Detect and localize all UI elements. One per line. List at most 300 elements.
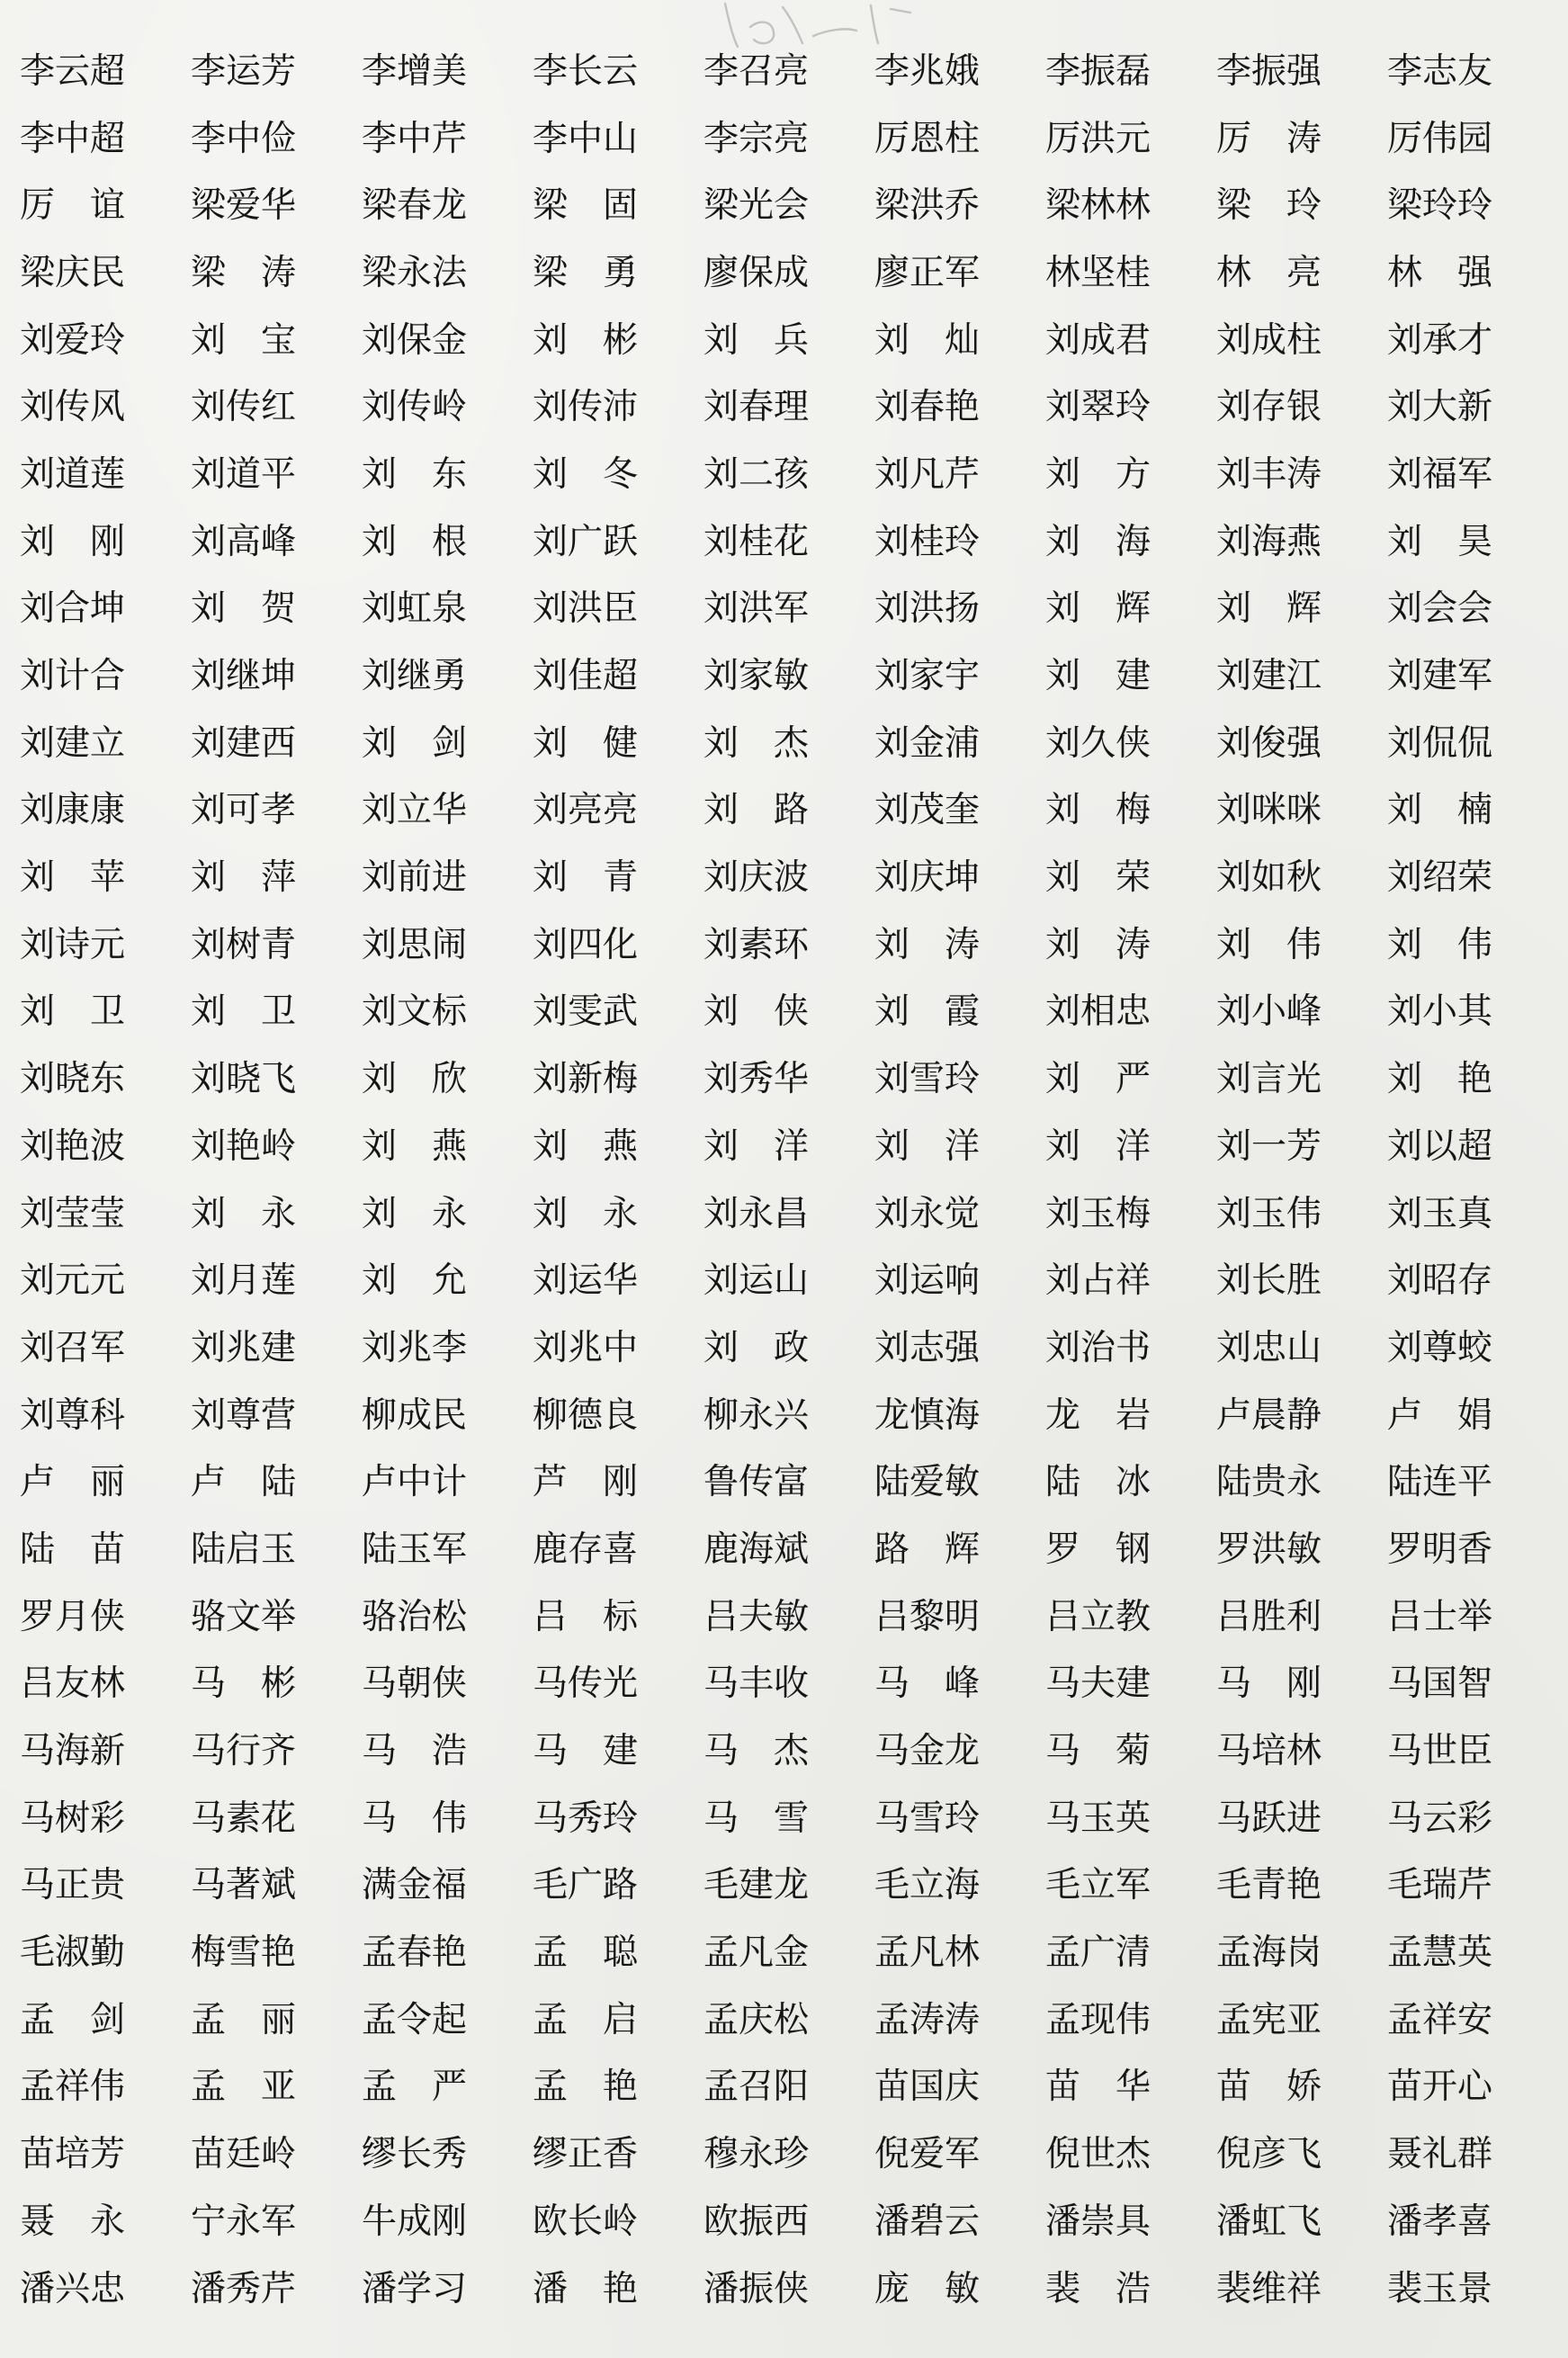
name-cell: 梁永法 bbox=[362, 252, 468, 293]
name-cell: 孟庆松 bbox=[703, 1999, 810, 2040]
name-cell: 李增美 bbox=[362, 50, 468, 92]
name-cell: 苗廷岭 bbox=[191, 2134, 297, 2175]
name-cell: 毛淑勤 bbox=[20, 1932, 126, 1974]
name-cell: 厉 涛 bbox=[1216, 118, 1322, 159]
name-cell: 李兆娥 bbox=[874, 50, 981, 92]
name-row bbox=[20, 911, 1549, 979]
name-cell: 马 菊 bbox=[1045, 1731, 1151, 1772]
name-cell: 刘侃侃 bbox=[1387, 722, 1493, 764]
name-cell: 孟 聪 bbox=[533, 1932, 639, 1974]
name-cell: 刘永昌 bbox=[703, 1193, 810, 1234]
name-cell: 路 辉 bbox=[874, 1529, 981, 1570]
name-cell: 李中芹 bbox=[362, 118, 468, 159]
name-cell: 刘秀华 bbox=[703, 1059, 810, 1100]
name-cell: 陆 冰 bbox=[1045, 1462, 1151, 1503]
name-cell: 刘尊蛟 bbox=[1387, 1327, 1493, 1368]
name-cell: 潘学习 bbox=[362, 2268, 468, 2309]
name-cell: 刘久侠 bbox=[1045, 722, 1151, 764]
name-row bbox=[20, 844, 1549, 911]
name-cell: 刘 楠 bbox=[1387, 790, 1493, 831]
name-cell: 孟祥安 bbox=[1387, 1999, 1493, 2040]
name-cell: 刘道平 bbox=[191, 453, 297, 495]
name-cell: 刘洪扬 bbox=[874, 588, 981, 630]
name-cell: 马培林 bbox=[1216, 1731, 1322, 1772]
name-cell: 刘佳超 bbox=[533, 656, 639, 697]
name-row bbox=[20, 441, 1549, 508]
name-cell: 潘秀芹 bbox=[191, 2268, 297, 2309]
name-cell: 刘建军 bbox=[1387, 656, 1493, 697]
name-cell: 刘永觉 bbox=[874, 1193, 981, 1234]
name-cell: 刘海燕 bbox=[1216, 521, 1322, 562]
name-cell: 孟 艳 bbox=[533, 2067, 639, 2108]
name-cell: 刘绍荣 bbox=[1387, 857, 1493, 899]
name-cell: 马秀玲 bbox=[533, 1798, 639, 1839]
name-cell: 刘 涛 bbox=[1045, 924, 1151, 965]
name-cell: 刘 洋 bbox=[1045, 1125, 1151, 1167]
name-cell: 刘 昊 bbox=[1387, 521, 1493, 562]
name-cell: 鹿存喜 bbox=[533, 1529, 639, 1570]
name-cell: 罗月侠 bbox=[20, 1596, 126, 1637]
name-cell: 刘忠山 bbox=[1216, 1327, 1322, 1368]
name-cell: 马云彩 bbox=[1387, 1798, 1493, 1839]
name-cell: 刘俊强 bbox=[1216, 722, 1322, 764]
name-row bbox=[20, 1583, 1549, 1651]
name-cell: 刘相忠 bbox=[1045, 991, 1151, 1033]
name-cell: 李召亮 bbox=[703, 50, 810, 92]
name-cell: 刘 彬 bbox=[533, 319, 639, 361]
name-cell: 裴玉景 bbox=[1387, 2268, 1493, 2309]
name-row bbox=[20, 2188, 1549, 2255]
name-cell: 刘 兵 bbox=[703, 319, 810, 361]
name-cell: 刘占祥 bbox=[1045, 1260, 1151, 1302]
name-cell: 刘晓飞 bbox=[191, 1059, 297, 1100]
name-cell: 刘建立 bbox=[20, 722, 126, 764]
name-cell: 刘长胜 bbox=[1216, 1260, 1322, 1302]
name-cell: 孟凡金 bbox=[703, 1932, 810, 1974]
name-cell: 刘治书 bbox=[1045, 1327, 1151, 1368]
name-cell: 李振磊 bbox=[1045, 50, 1151, 92]
name-cell: 卢 丽 bbox=[20, 1462, 126, 1503]
name-cell: 陆 苗 bbox=[20, 1529, 126, 1570]
name-cell: 梁 玲 bbox=[1216, 185, 1322, 227]
name-cell: 刘 苹 bbox=[20, 857, 126, 899]
name-cell: 刘兆中 bbox=[533, 1327, 639, 1368]
name-cell: 刘 涛 bbox=[874, 924, 981, 965]
name-cell: 刘继坤 bbox=[191, 656, 297, 697]
name-cell: 陆启玉 bbox=[191, 1529, 297, 1570]
name-cell: 刘如秋 bbox=[1216, 857, 1322, 899]
name-cell: 刘元元 bbox=[20, 1260, 126, 1302]
name-cell: 梁爱华 bbox=[191, 185, 297, 227]
name-cell: 梁 勇 bbox=[533, 252, 639, 293]
name-cell: 苗 华 bbox=[1045, 2067, 1151, 2108]
name-cell: 马行齐 bbox=[191, 1731, 297, 1772]
name-cell: 刘成柱 bbox=[1216, 319, 1322, 361]
name-cell: 刘 伟 bbox=[1216, 924, 1322, 965]
name-cell: 李志友 bbox=[1387, 50, 1493, 92]
name-row bbox=[20, 1247, 1549, 1314]
name-cell: 苗国庆 bbox=[874, 2067, 981, 2108]
name-cell: 刘建江 bbox=[1216, 656, 1322, 697]
name-cell: 陆连平 bbox=[1387, 1462, 1493, 1503]
name-cell: 刘 贺 bbox=[191, 588, 297, 630]
name-cell: 潘兴忠 bbox=[20, 2268, 126, 2309]
name-cell: 刘 辉 bbox=[1045, 588, 1151, 630]
name-row bbox=[20, 979, 1549, 1046]
name-cell: 刘福军 bbox=[1387, 453, 1493, 495]
name-cell: 刘翠玲 bbox=[1045, 387, 1151, 428]
name-cell: 倪世杰 bbox=[1045, 2134, 1151, 2175]
name-cell: 刘 严 bbox=[1045, 1059, 1151, 1100]
name-cell: 刘 永 bbox=[533, 1193, 639, 1234]
name-cell: 林坚桂 bbox=[1045, 252, 1151, 293]
name-cell: 刘 剑 bbox=[362, 722, 468, 764]
name-cell: 刘二孩 bbox=[703, 453, 810, 495]
name-cell: 刘亮亮 bbox=[533, 790, 639, 831]
name-cell: 刘 梅 bbox=[1045, 790, 1151, 831]
name-cell: 刘 洋 bbox=[703, 1125, 810, 1167]
name-cell: 马 彬 bbox=[191, 1663, 297, 1705]
name-cell: 陆爱敏 bbox=[874, 1462, 981, 1503]
name-cell: 吕友林 bbox=[20, 1663, 126, 1705]
name-cell: 马 杰 bbox=[703, 1731, 810, 1772]
name-cell: 刘 灿 bbox=[874, 319, 981, 361]
name-cell: 孟涛涛 bbox=[874, 1999, 981, 2040]
name-cell: 刘 卫 bbox=[20, 991, 126, 1033]
name-cell: 马世臣 bbox=[1387, 1731, 1493, 1772]
name-cell: 刘传红 bbox=[191, 387, 297, 428]
name-cell: 马传光 bbox=[533, 1663, 639, 1705]
name-cell: 刘洪臣 bbox=[533, 588, 639, 630]
name-cell: 刘 健 bbox=[533, 722, 639, 764]
name-cell: 吕胜利 bbox=[1216, 1596, 1322, 1637]
name-cell: 刘庆波 bbox=[703, 857, 810, 899]
name-row bbox=[20, 307, 1549, 374]
name-cell: 卢中计 bbox=[362, 1462, 468, 1503]
name-cell: 孟广清 bbox=[1045, 1932, 1151, 1974]
name-cell: 刘桂花 bbox=[703, 521, 810, 562]
name-cell: 马国智 bbox=[1387, 1663, 1493, 1705]
name-cell: 刘桂玲 bbox=[874, 521, 981, 562]
name-cell: 孟令起 bbox=[362, 1999, 468, 2040]
name-row bbox=[20, 710, 1549, 777]
name-cell: 苗开心 bbox=[1387, 2067, 1493, 2108]
name-cell: 柳德良 bbox=[533, 1394, 639, 1436]
name-cell: 梁 固 bbox=[533, 185, 639, 227]
name-cell: 刘雪玲 bbox=[874, 1059, 981, 1100]
name-cell: 罗明香 bbox=[1387, 1529, 1493, 1570]
name-row bbox=[20, 642, 1549, 710]
name-cell: 刘兆建 bbox=[191, 1327, 297, 1368]
name-cell: 缪长秀 bbox=[362, 2134, 468, 2175]
name-cell: 孟召阳 bbox=[703, 2067, 810, 2108]
name-cell: 刘 辉 bbox=[1216, 588, 1322, 630]
name-cell: 刘兆李 bbox=[362, 1327, 468, 1368]
name-cell: 缪正香 bbox=[533, 2134, 639, 2175]
name-cell: 刘素环 bbox=[703, 924, 810, 965]
name-cell: 刘 青 bbox=[533, 857, 639, 899]
name-cell: 刘 霞 bbox=[874, 991, 981, 1033]
name-cell: 刘春艳 bbox=[874, 387, 981, 428]
name-cell: 马丰收 bbox=[703, 1663, 810, 1705]
name-row bbox=[20, 1651, 1549, 1718]
name-cell: 刘尊科 bbox=[20, 1394, 126, 1436]
name-cell: 马正贵 bbox=[20, 1865, 126, 1906]
name-cell: 马夫建 bbox=[1045, 1663, 1151, 1705]
name-cell: 刘继勇 bbox=[362, 656, 468, 697]
name-cell: 刘丰涛 bbox=[1216, 453, 1322, 495]
name-cell: 罗洪敏 bbox=[1216, 1529, 1322, 1570]
name-cell: 刘立华 bbox=[362, 790, 468, 831]
name-cell: 刘小峰 bbox=[1216, 991, 1322, 1033]
name-cell: 牛成刚 bbox=[362, 2201, 468, 2242]
name-cell: 李中俭 bbox=[191, 118, 297, 159]
name-grid bbox=[20, 38, 1549, 2322]
name-cell: 孟海岗 bbox=[1216, 1932, 1322, 1974]
name-cell: 厉 谊 bbox=[20, 185, 126, 227]
name-cell: 孟慧英 bbox=[1387, 1932, 1493, 1974]
name-cell: 刘运华 bbox=[533, 1260, 639, 1302]
name-cell: 刘春理 bbox=[703, 387, 810, 428]
name-cell: 刘庆坤 bbox=[874, 857, 981, 899]
name-row bbox=[20, 1516, 1549, 1583]
name-cell: 毛瑞芹 bbox=[1387, 1865, 1493, 1906]
name-cell: 李长云 bbox=[533, 50, 639, 92]
name-cell: 刘运山 bbox=[703, 1260, 810, 1302]
name-cell: 厉洪元 bbox=[1045, 118, 1151, 159]
name-cell: 刘艳波 bbox=[20, 1125, 126, 1167]
name-cell: 宁永军 bbox=[191, 2201, 297, 2242]
name-cell: 马金龙 bbox=[874, 1731, 981, 1772]
name-cell: 刘 卫 bbox=[191, 991, 297, 1033]
name-row bbox=[20, 576, 1549, 643]
name-cell: 毛立军 bbox=[1045, 1865, 1151, 1906]
name-cell: 刘 燕 bbox=[533, 1125, 639, 1167]
name-cell: 刘言光 bbox=[1216, 1059, 1322, 1100]
name-cell: 刘艳岭 bbox=[191, 1125, 297, 1167]
name-cell: 刘可孝 bbox=[191, 790, 297, 831]
name-cell: 柳永兴 bbox=[703, 1394, 810, 1436]
name-row bbox=[20, 1045, 1549, 1113]
name-cell: 梁玲玲 bbox=[1387, 185, 1493, 227]
name-cell: 刘存银 bbox=[1216, 387, 1322, 428]
name-cell: 李中山 bbox=[533, 118, 639, 159]
name-cell: 马树彩 bbox=[20, 1798, 126, 1839]
name-cell: 刘 方 bbox=[1045, 453, 1151, 495]
name-cell: 孟 严 bbox=[362, 2067, 468, 2108]
name-cell: 潘虹飞 bbox=[1216, 2201, 1322, 2242]
name-cell: 孟 剑 bbox=[20, 1999, 126, 2040]
name-row bbox=[20, 1785, 1549, 1852]
name-cell: 廖保成 bbox=[703, 252, 810, 293]
name-cell: 刘虹泉 bbox=[362, 588, 468, 630]
name-cell: 刘计合 bbox=[20, 656, 126, 697]
name-cell: 卢 娟 bbox=[1387, 1394, 1493, 1436]
name-cell: 柳成民 bbox=[362, 1394, 468, 1436]
name-cell: 刘 冬 bbox=[533, 453, 639, 495]
name-cell: 潘崇具 bbox=[1045, 2201, 1151, 2242]
name-cell: 孟 丽 bbox=[191, 1999, 297, 2040]
name-cell: 刘玉梅 bbox=[1045, 1193, 1151, 1234]
name-cell: 刘文标 bbox=[362, 991, 468, 1033]
name-cell: 吕黎明 bbox=[874, 1596, 981, 1637]
name-cell: 刘月莲 bbox=[191, 1260, 297, 1302]
name-cell: 孟 亚 bbox=[191, 2067, 297, 2108]
name-cell: 刘成君 bbox=[1045, 319, 1151, 361]
name-cell: 孟凡林 bbox=[874, 1932, 981, 1974]
name-cell: 李运芳 bbox=[191, 50, 297, 92]
name-cell: 刘 萍 bbox=[191, 857, 297, 899]
name-cell: 刘诗元 bbox=[20, 924, 126, 965]
name-cell: 刘大新 bbox=[1387, 387, 1493, 428]
name-cell: 欧振西 bbox=[703, 2201, 810, 2242]
name-cell: 刘树青 bbox=[191, 924, 297, 965]
name-row bbox=[20, 38, 1549, 105]
name-cell: 马跃进 bbox=[1216, 1798, 1322, 1839]
name-cell: 鲁传富 bbox=[703, 1462, 810, 1503]
name-cell: 孟春艳 bbox=[362, 1932, 468, 1974]
name-cell: 刘承才 bbox=[1387, 319, 1493, 361]
name-cell: 刘 永 bbox=[191, 1193, 297, 1234]
name-row bbox=[20, 373, 1549, 441]
name-cell: 刘 侠 bbox=[703, 991, 810, 1033]
name-cell: 苗培芳 bbox=[20, 2134, 126, 2175]
name-cell: 梁 涛 bbox=[191, 252, 297, 293]
name-cell: 潘碧云 bbox=[874, 2201, 981, 2242]
name-cell: 刘志强 bbox=[874, 1327, 981, 1368]
name-cell: 刘玉真 bbox=[1387, 1193, 1493, 1234]
name-cell: 厉伟园 bbox=[1387, 118, 1493, 159]
name-cell: 吕立教 bbox=[1045, 1596, 1151, 1637]
name-cell: 吕夫敏 bbox=[703, 1596, 810, 1637]
name-cell: 刘 建 bbox=[1045, 656, 1151, 697]
name-cell: 廖正军 bbox=[874, 252, 981, 293]
name-cell: 刘 艳 bbox=[1387, 1059, 1493, 1100]
name-cell: 刘保金 bbox=[362, 319, 468, 361]
name-cell: 马玉英 bbox=[1045, 1798, 1151, 1839]
name-cell: 林 强 bbox=[1387, 252, 1493, 293]
name-cell: 马 伟 bbox=[362, 1798, 468, 1839]
name-cell: 罗 钢 bbox=[1045, 1529, 1151, 1570]
name-cell: 刘 杰 bbox=[703, 722, 810, 764]
name-cell: 刘 政 bbox=[703, 1327, 810, 1368]
name-cell: 鹿海斌 bbox=[703, 1529, 810, 1570]
name-cell: 刘合坤 bbox=[20, 588, 126, 630]
name-cell: 梁洪乔 bbox=[874, 185, 981, 227]
name-cell: 刘 东 bbox=[362, 453, 468, 495]
name-cell: 龙 岩 bbox=[1045, 1394, 1151, 1436]
name-cell: 刘玉伟 bbox=[1216, 1193, 1322, 1234]
name-cell: 苗 娇 bbox=[1216, 2067, 1322, 2108]
name-cell: 马海新 bbox=[20, 1731, 126, 1772]
name-row bbox=[20, 1986, 1549, 2054]
name-cell: 庞 敏 bbox=[874, 2268, 981, 2309]
name-cell: 梁春龙 bbox=[362, 185, 468, 227]
name-cell: 刘凡芹 bbox=[874, 453, 981, 495]
name-cell: 陆玉军 bbox=[362, 1529, 468, 1570]
name-cell: 骆治松 bbox=[362, 1596, 468, 1637]
name-cell: 倪爱军 bbox=[874, 2134, 981, 2175]
name-cell: 刘以超 bbox=[1387, 1125, 1493, 1167]
name-cell: 裴维祥 bbox=[1216, 2268, 1322, 2309]
name-cell: 卢晨静 bbox=[1216, 1394, 1322, 1436]
name-cell: 刘 荣 bbox=[1045, 857, 1151, 899]
name-cell: 刘 洋 bbox=[874, 1125, 981, 1167]
name-row bbox=[20, 777, 1549, 845]
name-cell: 刘传岭 bbox=[362, 387, 468, 428]
name-cell: 满金福 bbox=[362, 1865, 468, 1906]
name-cell: 李云超 bbox=[20, 50, 126, 92]
name-cell: 刘高峰 bbox=[191, 521, 297, 562]
name-cell: 马 刚 bbox=[1216, 1663, 1322, 1705]
name-row bbox=[20, 1314, 1549, 1382]
name-cell: 梁林林 bbox=[1045, 185, 1151, 227]
name-cell: 李中超 bbox=[20, 118, 126, 159]
name-cell: 潘振侠 bbox=[703, 2268, 810, 2309]
name-row bbox=[20, 508, 1549, 576]
name-cell: 刘 燕 bbox=[362, 1125, 468, 1167]
name-cell: 吕 标 bbox=[533, 1596, 639, 1637]
name-row bbox=[20, 2255, 1549, 2323]
name-row bbox=[20, 2054, 1549, 2121]
name-cell: 刘金浦 bbox=[874, 722, 981, 764]
name-cell: 梅雪艳 bbox=[191, 1932, 297, 1974]
name-cell: 毛立海 bbox=[874, 1865, 981, 1906]
name-cell: 刘咪咪 bbox=[1216, 790, 1322, 831]
name-row bbox=[20, 1113, 1549, 1180]
name-cell: 刘洪军 bbox=[703, 588, 810, 630]
name-cell: 聂礼群 bbox=[1387, 2134, 1493, 2175]
name-cell: 李振强 bbox=[1216, 50, 1322, 92]
name-cell: 卢 陆 bbox=[191, 1462, 297, 1503]
name-cell: 刘 允 bbox=[362, 1260, 468, 1302]
name-cell: 孟 启 bbox=[533, 1999, 639, 2040]
name-cell: 刘传沛 bbox=[533, 387, 639, 428]
name-cell: 吕士举 bbox=[1387, 1596, 1493, 1637]
name-row bbox=[20, 172, 1549, 239]
name-cell: 刘爱玲 bbox=[20, 319, 126, 361]
name-cell: 刘新梅 bbox=[533, 1059, 639, 1100]
name-row bbox=[20, 2120, 1549, 2188]
name-cell: 厉恩柱 bbox=[874, 118, 981, 159]
name-cell: 马 浩 bbox=[362, 1731, 468, 1772]
name-cell: 刘尊营 bbox=[191, 1394, 297, 1436]
name-cell: 欧长岭 bbox=[533, 2201, 639, 2242]
name-cell: 刘 海 bbox=[1045, 521, 1151, 562]
name-row bbox=[20, 1448, 1549, 1516]
name-cell: 刘晓东 bbox=[20, 1059, 126, 1100]
name-cell: 潘孝喜 bbox=[1387, 2201, 1493, 2242]
name-cell: 刘 刚 bbox=[20, 521, 126, 562]
name-cell: 陆贵永 bbox=[1216, 1462, 1322, 1503]
name-cell: 马 峰 bbox=[874, 1663, 981, 1705]
name-cell: 马朝侠 bbox=[362, 1663, 468, 1705]
name-cell: 毛广路 bbox=[533, 1865, 639, 1906]
name-cell: 刘道莲 bbox=[20, 453, 126, 495]
name-cell: 毛青艳 bbox=[1216, 1865, 1322, 1906]
name-cell: 刘 宝 bbox=[191, 319, 297, 361]
name-cell: 刘四化 bbox=[533, 924, 639, 965]
name-cell: 刘 伟 bbox=[1387, 924, 1493, 965]
name-cell: 孟祥伟 bbox=[20, 2067, 126, 2108]
name-cell: 马 雪 bbox=[703, 1798, 810, 1839]
name-cell: 骆文举 bbox=[191, 1596, 297, 1637]
name-cell: 梁庆民 bbox=[20, 252, 126, 293]
name-cell: 刘 路 bbox=[703, 790, 810, 831]
name-cell: 刘家敏 bbox=[703, 656, 810, 697]
name-cell: 刘 欣 bbox=[362, 1059, 468, 1100]
name-cell: 马素花 bbox=[191, 1798, 297, 1839]
